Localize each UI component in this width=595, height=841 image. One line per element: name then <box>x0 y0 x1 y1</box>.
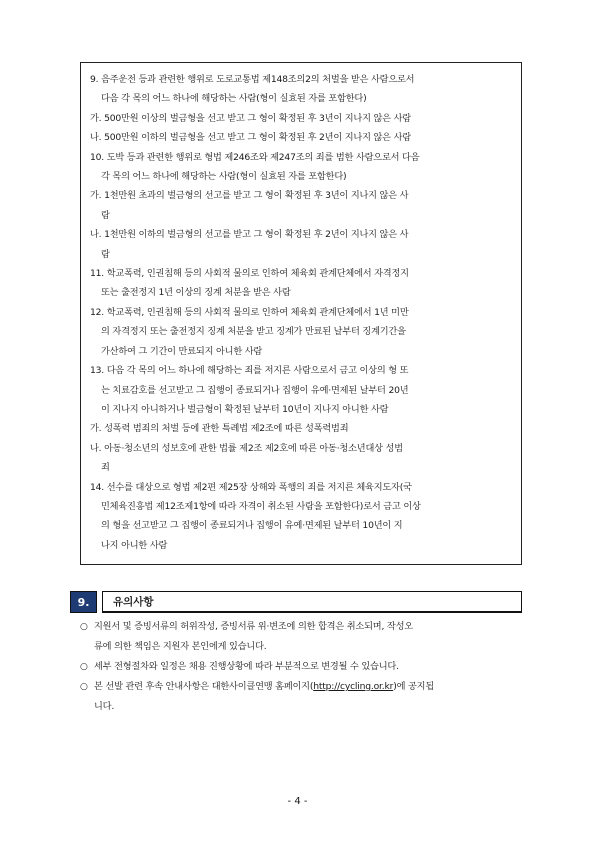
criteria-line: 13. 다음 각 목의 어느 하나에 해당하는 죄를 저지른 사람으로서 금고 이상의 형 또 <box>90 365 409 377</box>
section-title: 유의사항 <box>102 591 522 613</box>
criteria-line: 는 치료감호를 선고받고 그 집행이 종료되거나 집행이 유예·면제된 날부터 20년 <box>101 384 409 396</box>
note-line: 류에 의한 책임은 지원자 본인에게 있습니다. <box>94 641 267 652</box>
circle-bullet-icon: ○ <box>80 622 88 632</box>
criteria-line: 14. 선수를 대상으로 형법 제2편 제25장 상해와 폭행의 죄를 저지른 체육지도자(국 <box>90 481 412 493</box>
note-line <box>94 677 520 697</box>
criteria-line: 나. 1천만원 이하의 벌금형의 선고를 받고 그 형이 확정된 후 2년이 지나지 않은 사 <box>90 229 409 241</box>
criteria-line: 이 지나지 아니하거나 벌금형이 확정된 날부터 10년이 지나지 아니한 사람 <box>101 403 389 415</box>
section-header <box>70 591 522 613</box>
section-number: 9. <box>70 591 97 613</box>
criteria-line: 의 형을 선고받고 그 집행이 종료되거나 집행이 유예·면제된 날부터 10년이 지 <box>101 520 403 532</box>
disqualification-criteria-box <box>80 62 522 565</box>
criteria-line: 10. 도박 등과 관련한 행위로 형법 제246조와 제247조의 죄를 범한 사람으로서 다음 <box>90 151 420 163</box>
criteria-line: 12. 학교폭력, 인권침해 등의 사회적 물의로 인하여 체육회 관계단체에서 1년 미만 <box>90 306 409 318</box>
criteria-line: 또는 출전정지 1년 이상의 징계 처분을 받은 사람 <box>101 287 291 299</box>
page-number: - 4 - <box>287 796 308 807</box>
note-line: 세부 전형절차와 일정은 채용 진행상황에 따라 부분적으로 변경될 수 있습니다. <box>94 661 399 672</box>
criteria-line: 각 목의 어느 하나에 해당하는 사람(형이 실효된 자를 포함한다) <box>101 171 347 183</box>
criteria-line: 람 <box>101 248 110 260</box>
homepage-link[interactable]: http://cycling.or.kr <box>313 681 394 692</box>
criteria-line: 람 <box>101 209 110 221</box>
note-line: 니다. <box>94 701 115 712</box>
notes-list <box>80 617 520 717</box>
circle-bullet-icon: ○ <box>80 662 88 672</box>
note-item <box>80 657 520 677</box>
criteria-line: 가산하여 그 기간이 만료되지 아니한 사람 <box>101 345 263 357</box>
note-item <box>80 617 520 657</box>
criteria-line: 의 자격정지 또는 출전정지 징계 처분을 받고 징계가 만료된 날부터 징계기간을 <box>101 326 406 338</box>
note-line: 지원서 및 증빙서류의 허위작성, 증빙서류 위·변조에 의한 합격은 취소되며, 작성오 <box>94 621 413 632</box>
criteria-line: 가. 1천만원 초과의 벌금형의 선고를 받고 그 형이 확정된 후 3년이 지나지 않은 사 <box>90 190 409 202</box>
note-item <box>80 677 520 717</box>
note-text: 본 선발 관련 후속 안내사항은 대한사이클연맹 홈페이지( <box>94 681 314 692</box>
criteria-line: 죄 <box>101 462 110 474</box>
criteria-line: 11. 학교폭력, 인권침해 등의 사회적 물의로 인하여 체육회 관계단체에서 자격정지 <box>90 268 409 280</box>
criteria-line: 가. 500만원 이상의 벌금형을 선고 받고 그 형이 확정된 후 3년이 지나지 않은 사람 <box>90 112 411 124</box>
circle-bullet-icon: ○ <box>80 682 88 692</box>
criteria-line: 9. 음주운전 등과 관련한 행위로 도로교통법 제148조의2의 처벌을 받은 사람으로서 <box>90 74 415 85</box>
criteria-line: 다음 각 목의 어느 하나에 해당하는 사람(형이 실효된 자를 포함한다) <box>101 93 367 105</box>
criteria-line: 나지 아니한 사람 <box>101 539 168 551</box>
criteria-line: 나. 500만원 이하의 벌금형을 선고 받고 그 형이 확정된 후 2년이 지나지 않은 사람 <box>90 132 411 144</box>
criteria-line: 가. 성폭력 범죄의 처벌 등에 관한 특례법 제2조에 따른 성폭력범죄 <box>90 423 349 435</box>
note-text: )에 공지됩 <box>393 681 434 692</box>
criteria-line: 민체육진흥법 제12조제1항에 따라 자격이 취소된 사람을 포함한다)로서 금고 이상 <box>101 500 421 512</box>
criteria-line: 나. 아동·청소년의 성보호에 관한 법률 제2조 제2호에 따른 아동·청소년대상 성범 <box>90 442 403 454</box>
